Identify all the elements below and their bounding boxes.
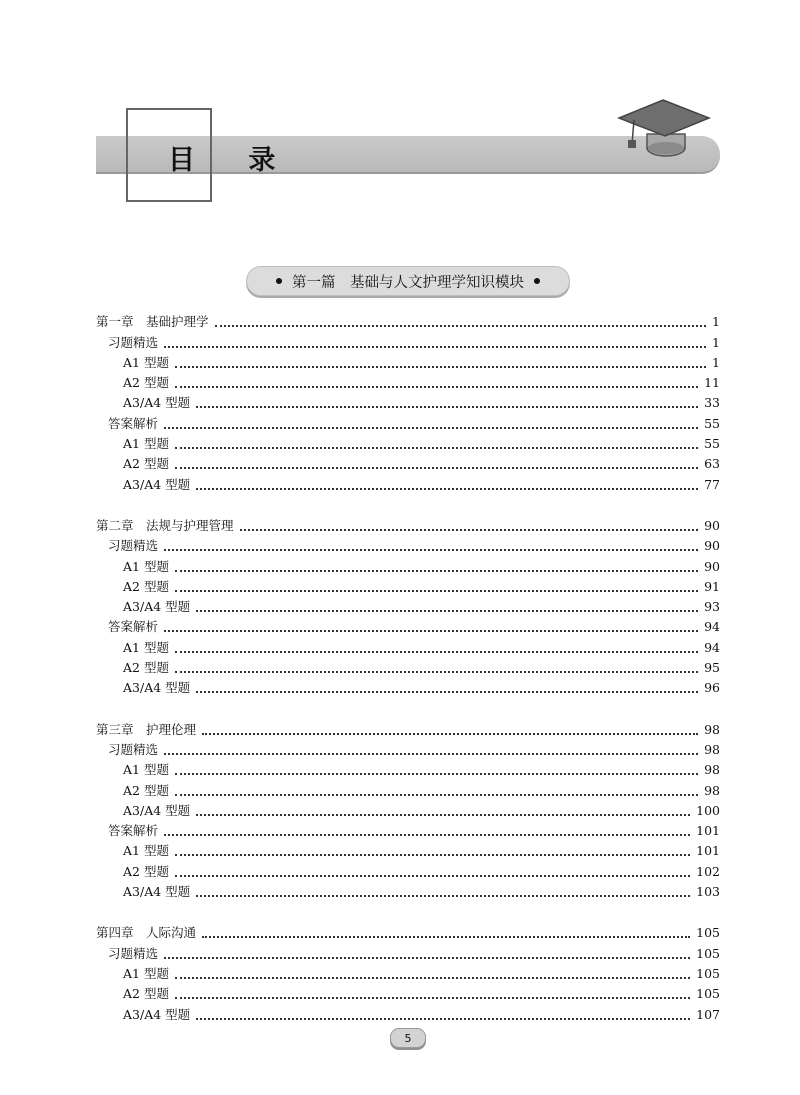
dot-leader bbox=[175, 651, 698, 653]
toc-chapter bbox=[96, 312, 720, 495]
toc-item-entry-label: A2 型题 bbox=[123, 782, 169, 798]
toc-item-entry-page: 55 bbox=[704, 436, 720, 452]
toc-item-entry[interactable] bbox=[96, 353, 720, 373]
toc-group-entry-label: 习题精选 bbox=[108, 741, 159, 757]
toc-group-entry-page: 101 bbox=[696, 823, 720, 839]
toc-item-entry-label: A2 型题 bbox=[123, 456, 169, 472]
toc-item-entry-page: 102 bbox=[696, 863, 720, 879]
dot-leader bbox=[175, 366, 706, 368]
toc-item-entry[interactable] bbox=[96, 454, 720, 474]
dot-leader bbox=[196, 691, 698, 693]
toc-item-entry-page: 98 bbox=[704, 782, 720, 798]
toc-item-entry[interactable] bbox=[96, 984, 720, 1004]
toc-item-entry-page: 91 bbox=[704, 578, 720, 594]
dot-leader bbox=[175, 590, 698, 592]
dot-leader bbox=[196, 1018, 690, 1020]
toc-item-entry-label: A2 型题 bbox=[123, 578, 169, 594]
dot-leader bbox=[175, 875, 690, 877]
toc-chapter-entry[interactable] bbox=[96, 312, 720, 332]
dot-leader bbox=[164, 834, 690, 836]
toc-item-entry-label: A3/A4 型题 bbox=[123, 1006, 191, 1022]
toc-item-entry-page: 105 bbox=[696, 986, 720, 1002]
toc-item-entry-label: A1 型题 bbox=[123, 843, 169, 859]
toc-chapter-entry[interactable] bbox=[96, 719, 720, 739]
toc-item-entry-label: A1 型题 bbox=[123, 762, 169, 778]
toc-item-entry-page: 105 bbox=[696, 965, 720, 981]
toc-group-entry-page: 94 bbox=[704, 619, 720, 635]
toc-item-entry-page: 63 bbox=[704, 456, 720, 472]
toc-item-entry-label: A1 型题 bbox=[123, 436, 169, 452]
toc-chapter bbox=[96, 923, 720, 1024]
graduation-cap-icon bbox=[614, 96, 712, 162]
toc-group-entry-page: 55 bbox=[704, 415, 720, 431]
dot-leader bbox=[240, 529, 699, 531]
toc-item-entry-label: A2 型题 bbox=[123, 863, 169, 879]
toc-chapter-entry-label: 第一章 基础护理学 bbox=[96, 314, 209, 330]
toc-group-entry[interactable] bbox=[96, 413, 720, 433]
dot-leader bbox=[175, 997, 690, 999]
toc-group-entry[interactable] bbox=[96, 536, 720, 556]
section-heading bbox=[246, 266, 570, 296]
dot-leader bbox=[215, 325, 706, 327]
toc-group-entry[interactable] bbox=[96, 943, 720, 963]
toc-item-entry-page: 33 bbox=[704, 395, 720, 411]
toc-item-entry[interactable] bbox=[96, 801, 720, 821]
toc-chapter-entry-label: 第二章 法规与护理管理 bbox=[96, 517, 234, 533]
toc-item-entry-page: 1 bbox=[712, 354, 720, 370]
toc-group-entry[interactable] bbox=[96, 821, 720, 841]
toc-group-entry-label: 答案解析 bbox=[108, 823, 159, 839]
toc-chapter-entry-page: 105 bbox=[696, 925, 720, 941]
dot-leader bbox=[175, 467, 698, 469]
dot-leader bbox=[175, 386, 698, 388]
toc-chapter bbox=[96, 516, 720, 699]
toc-item-entry[interactable] bbox=[96, 474, 720, 494]
page-title: 目 录 bbox=[168, 145, 298, 176]
toc-item-entry[interactable] bbox=[96, 1004, 720, 1024]
dot-leader bbox=[175, 977, 690, 979]
dot-leader bbox=[164, 549, 698, 551]
section-title: 第一篇 基础与人文护理学知识模块 bbox=[292, 274, 524, 291]
dot-leader bbox=[164, 630, 698, 632]
dot-leader bbox=[202, 733, 698, 735]
toc-item-entry-page: 90 bbox=[704, 558, 720, 574]
toc-group-entry-label: 习题精选 bbox=[108, 538, 159, 554]
toc-item-entry-label: A1 型题 bbox=[123, 558, 169, 574]
dot-leader bbox=[196, 406, 698, 408]
toc-item-entry[interactable] bbox=[96, 882, 720, 902]
toc-group-entry-page: 105 bbox=[696, 945, 720, 961]
dot-leader bbox=[202, 936, 690, 938]
toc-item-entry-page: 77 bbox=[704, 476, 720, 492]
toc-item-entry-label: A1 型题 bbox=[123, 639, 169, 655]
dot-leader bbox=[175, 773, 698, 775]
toc-item-entry-label: A3/A4 型题 bbox=[123, 599, 191, 615]
toc-item-entry-page: 100 bbox=[696, 802, 720, 818]
toc-group-entry-label: 习题精选 bbox=[108, 945, 159, 961]
toc-item-entry-label: A3/A4 型题 bbox=[123, 395, 191, 411]
toc-chapter-entry-label: 第三章 护理伦理 bbox=[96, 721, 197, 737]
toc-item-entry[interactable] bbox=[96, 861, 720, 881]
toc-item-entry[interactable] bbox=[96, 556, 720, 576]
toc-item-entry-page: 94 bbox=[704, 639, 720, 655]
toc-item-entry[interactable] bbox=[96, 597, 720, 617]
toc-item-entry-page: 107 bbox=[696, 1006, 720, 1022]
toc-item-entry[interactable] bbox=[96, 841, 720, 861]
toc-group-entry[interactable] bbox=[96, 617, 720, 637]
toc-item-entry-page: 98 bbox=[704, 762, 720, 778]
toc-chapter-entry-page: 98 bbox=[704, 721, 720, 737]
toc-group-entry[interactable] bbox=[96, 332, 720, 352]
toc-item-entry-page: 101 bbox=[696, 843, 720, 859]
toc-item-entry[interactable] bbox=[96, 434, 720, 454]
toc-group-entry-page: 98 bbox=[704, 741, 720, 757]
dot-leader bbox=[196, 610, 698, 612]
toc-chapter-entry[interactable] bbox=[96, 923, 720, 943]
dot-leader bbox=[196, 814, 690, 816]
bullet-dot-icon bbox=[276, 278, 282, 284]
toc-item-entry[interactable] bbox=[96, 577, 720, 597]
bullet-dot-icon bbox=[534, 278, 540, 284]
toc-item-entry-label: A3/A4 型题 bbox=[123, 802, 191, 818]
toc-chapter-entry-page: 90 bbox=[704, 517, 720, 533]
toc-group-entry-label: 习题精选 bbox=[108, 334, 159, 350]
toc-item-entry-label: A3/A4 型题 bbox=[123, 680, 191, 696]
toc-item-entry-label: A2 型题 bbox=[123, 375, 169, 391]
toc-chapter bbox=[96, 719, 720, 902]
toc-item-entry[interactable] bbox=[96, 373, 720, 393]
toc-item-entry[interactable] bbox=[96, 760, 720, 780]
dot-leader bbox=[164, 427, 698, 429]
toc-item-entry-page: 95 bbox=[704, 660, 720, 676]
toc-item-entry-label: A2 型题 bbox=[123, 986, 169, 1002]
toc-item-entry[interactable] bbox=[96, 780, 720, 800]
dot-leader bbox=[175, 447, 698, 449]
toc-item-entry[interactable] bbox=[96, 637, 720, 657]
dot-leader bbox=[196, 488, 698, 490]
toc-chapter-entry-label: 第四章 人际沟通 bbox=[96, 925, 197, 941]
toc-item-entry-page: 93 bbox=[704, 599, 720, 615]
toc-item-entry-page: 11 bbox=[704, 375, 720, 391]
dot-leader bbox=[196, 895, 690, 897]
toc-item-entry-label: A1 型题 bbox=[123, 354, 169, 370]
toc-group-entry-page: 1 bbox=[712, 334, 720, 350]
toc-item-entry-label: A3/A4 型题 bbox=[123, 476, 191, 492]
toc-item-entry[interactable] bbox=[96, 964, 720, 984]
toc-item-entry[interactable] bbox=[96, 678, 720, 698]
toc-item-entry-page: 96 bbox=[704, 680, 720, 696]
toc-chapter-entry[interactable] bbox=[96, 516, 720, 536]
toc-group-entry-label: 答案解析 bbox=[108, 619, 159, 635]
toc-group-entry-page: 90 bbox=[704, 538, 720, 554]
toc-group-entry[interactable] bbox=[96, 740, 720, 760]
dot-leader bbox=[175, 794, 698, 796]
toc-item-entry-label: A2 型题 bbox=[123, 660, 169, 676]
toc-item-entry-page: 103 bbox=[696, 884, 720, 900]
toc-item-entry[interactable] bbox=[96, 393, 720, 413]
dot-leader bbox=[164, 346, 706, 348]
toc-group-entry-label: 答案解析 bbox=[108, 415, 159, 431]
toc-item-entry-label: A1 型题 bbox=[123, 965, 169, 981]
toc-chapter-entry-page: 1 bbox=[712, 314, 720, 330]
page-number: 5 bbox=[390, 1028, 426, 1048]
table-of-contents bbox=[96, 312, 720, 1046]
dot-leader bbox=[164, 753, 698, 755]
dot-leader bbox=[175, 570, 698, 572]
dot-leader bbox=[175, 671, 698, 673]
dot-leader bbox=[164, 957, 690, 959]
toc-item-entry[interactable] bbox=[96, 658, 720, 678]
dot-leader bbox=[175, 854, 690, 856]
toc-item-entry-label: A3/A4 型题 bbox=[123, 884, 191, 900]
